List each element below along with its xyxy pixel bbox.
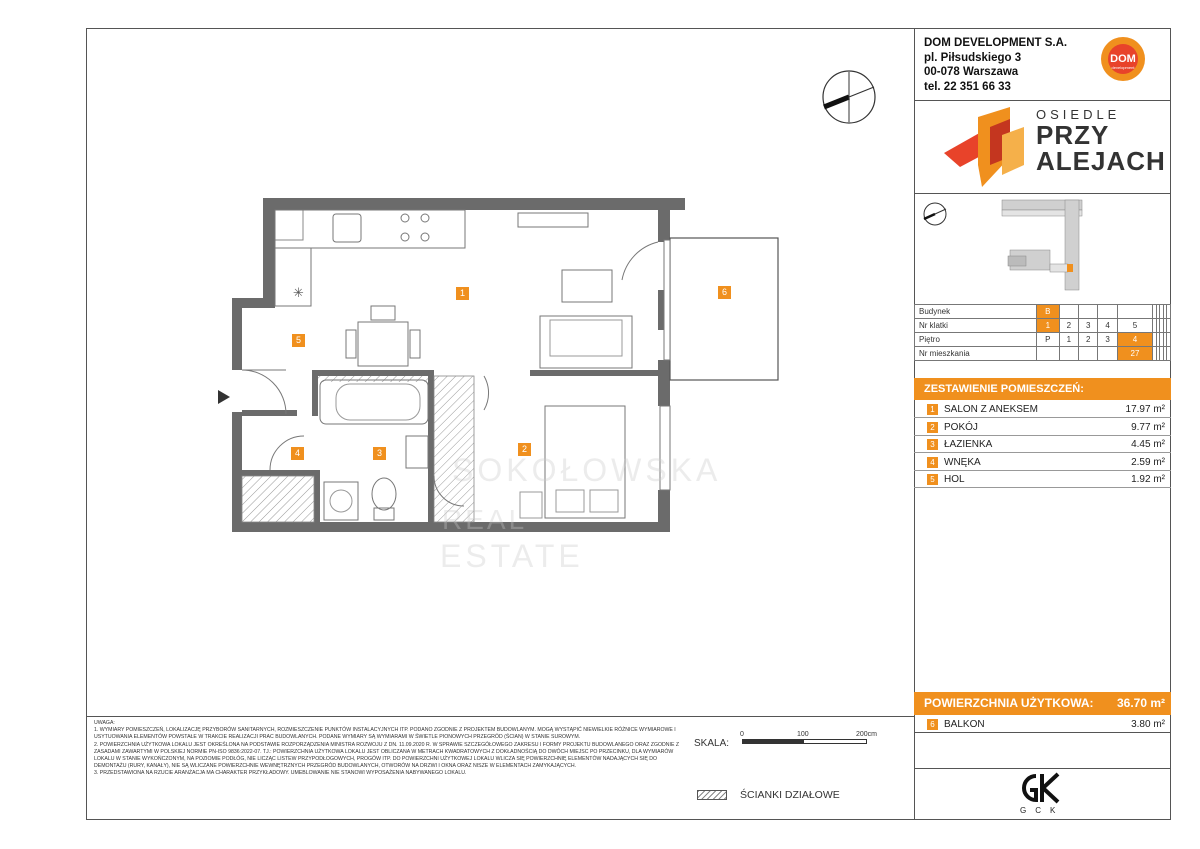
room-number: 2	[927, 422, 938, 433]
room-name: POKÓJ	[944, 421, 978, 433]
room-name: WNĘKA	[944, 456, 981, 468]
project-name-line3: ALEJACH	[1036, 146, 1166, 176]
watermark-line3: ESTATE	[440, 538, 584, 574]
building-info-row	[915, 305, 1171, 319]
room-name: ŁAZIENKA	[944, 439, 993, 450]
building-info-cell: 1	[1059, 333, 1078, 347]
panel-line	[914, 768, 1171, 769]
plan-room-label-3: 3	[373, 447, 386, 460]
building-info-cell: 4	[1117, 333, 1152, 347]
room-area: 1.92 m²	[1131, 474, 1165, 485]
building-info-row	[915, 333, 1171, 347]
building-info-row	[915, 347, 1171, 361]
plan-room-label-4: 4	[291, 447, 304, 460]
room-number: 1	[927, 404, 938, 415]
building-info-cell: 1	[1037, 319, 1060, 333]
site-compass-icon	[924, 203, 946, 225]
plan-room-label-1: 1	[456, 287, 469, 300]
notes-title: UWAGA:	[94, 720, 115, 726]
building-info-cell: 5	[1117, 319, 1152, 333]
scale-mark-100: 100	[797, 731, 809, 738]
compass-icon	[820, 68, 878, 126]
building-info-label: Nr mieszkania	[915, 347, 1037, 361]
building-info-cell	[1059, 347, 1078, 361]
plan-room-label-2: 2	[518, 443, 531, 456]
scale-mark-0: 0	[740, 731, 744, 738]
panel-line	[914, 193, 1171, 194]
notes-divider	[86, 716, 915, 717]
room-area: 9.77 m²	[1131, 421, 1165, 433]
gck-logo	[1018, 770, 1066, 810]
building-info-cell: B	[1037, 305, 1060, 319]
building-info-cell	[1079, 347, 1098, 361]
building-info-cell	[1079, 305, 1098, 319]
usable-area-value: 36.70 m²	[1116, 696, 1165, 710]
building-info-row	[915, 319, 1171, 333]
scale-mark-200: 200cm	[856, 731, 878, 738]
dom-logo-subtext: development	[1111, 65, 1135, 70]
svg-text:✳: ✳	[293, 286, 304, 301]
company-info	[924, 36, 1067, 94]
note-1: 1. WYMIARY POMIESZCZEŃ, LOKALIZACJĘ PRZYBORÓW SANITARNYCH, ROZMIESZCZENIE PUNKTÓW INSTALACYJNYCH ITP. PODANO ZGODNIE Z PROJEKTEM BUDOWLANYM. MOGĄ WYSTĄPIĆ NIEWIELKIE RÓŻNICE WYMIAROWE I USYTUOWANIA ELEMENTÓW POWSTAŁE W TRAKCIE REALIZACJI PRAC BUDOWLANYCH. PODANE WYMIARY SĄ WYMIARAMI W ŚWIETLE PIONOWYCH PRZEGRÓD (ŚCIAN) W STANIE SUROWYM.	[94, 727, 676, 741]
company-street: pl. Piłsudskiego 3	[924, 51, 1022, 64]
room-name: HOL	[944, 474, 965, 485]
partition-walls-label: ŚCIANKI DZIAŁOWE	[740, 789, 840, 801]
building-info-cell: 2	[1079, 333, 1098, 347]
floor-plan	[200, 190, 790, 545]
building-info-cell: P	[1037, 333, 1060, 347]
company-phone: tel. 22 351 66 33	[924, 80, 1011, 93]
site-plan	[920, 198, 1165, 302]
partition-walls-swatch	[697, 790, 727, 800]
usable-area-bar	[914, 692, 1171, 715]
plan-room-label-6: 6	[718, 286, 731, 299]
room-area: 2.59 m²	[1131, 456, 1165, 468]
note-2: 2. POWIERZCHNIA UŻYTKOWA LOKALU JEST OKREŚLONA NA PODSTAWIE ROZPORZĄDZENIA MINISTRA ROZWOJU Z DN. 11.09.2020 R. W SPRAWIE SZCZEGÓŁOWEGO ZAKRESU I FORMY PROJEKTU BUDOWLANEGO ORAZ ZGODNIE Z ZASADAMI ZAWARTYMI W POLSKIEJ NORMIE PN-ISO 9836:2022-07. TJ.: POWIERZCHNIA UŻYTKOWA LOKALU JEST OBLICZANA W METRACH KWADRATOWYCH Z DOKŁADNOŚCIĄ DO DWÓCH MIEJSC PO PRZECINKU, DLA WYMIARÓW LOKALU W STANIE WYKOŃCZONYM, NA POZIOMIE PODŁÓG, NIE LICZĄC LISTEW PRZYPODŁOGOWYCH, PROGÓW ITP. DO POWIERZCHNI UŻYTKOWEJ LOKALU WLICZA SIĘ POWIERZCHNIĘ ELEMENTÓW NADAJĄCYCH SIĘ DO DEMONTAŻU (RURY, KANAŁY), NIE SĄ WLICZANE POWIERZCHNIE WEWNĘTRZNYCH PRZEGRÓD BUDOWLANYCH, OTWORÓW NA DRZWI I OKNA ORAZ NISZE W ELEMENTACH ZAMYKAJĄCYCH.	[94, 741, 680, 770]
building-info-label: Budynek	[915, 305, 1037, 319]
watermark-line1: SOKOŁOWSKA	[452, 452, 722, 488]
building-info-cell: 4	[1098, 319, 1117, 333]
scale-bar-fill	[742, 739, 804, 744]
plan-room-label-5: 5	[292, 334, 305, 347]
building-info-cell	[1167, 305, 1171, 319]
dom-development-logo	[1092, 36, 1154, 82]
building-info-label: Nr klatki	[915, 319, 1037, 333]
room-row	[914, 419, 1171, 436]
project-name-line1: OSIEDLE	[1036, 107, 1121, 122]
room-row	[914, 401, 1171, 418]
rooms-header: ZESTAWIENIE POMIESZCZEŃ:	[914, 378, 1171, 400]
building-info-cell	[1059, 305, 1078, 319]
balcony-area: 3.80 m²	[1131, 719, 1165, 730]
building-info-cell: 3	[1079, 319, 1098, 333]
room-row	[914, 471, 1171, 488]
room-number: 4	[927, 457, 938, 468]
room-row	[914, 436, 1171, 453]
balcony-name: BALKON	[944, 719, 985, 730]
dom-logo-text: DOM	[1110, 53, 1136, 65]
building-info-cell	[1167, 333, 1171, 347]
building-info-cell	[1167, 319, 1171, 333]
gck-text: GCK	[1020, 806, 1065, 815]
balcony-number: 6	[927, 719, 938, 730]
building-info-cell: 3	[1098, 333, 1117, 347]
scale-label: SKALA:	[694, 738, 730, 749]
building-info-cell: 2	[1059, 319, 1078, 333]
room-number: 5	[927, 474, 938, 485]
building-info-cell	[1098, 347, 1117, 361]
room-row	[914, 454, 1171, 471]
note-3: 3. PRZEDSTAWIONA NA RZUCIE ARANŻACJA MA CHARAKTER PRZYKŁADOWY. UMEBLOWANIE NIE STANOWI WYPOSAŻENIA NABYWANEGO LOKALU.	[94, 770, 467, 777]
building-info-label: Piętro	[915, 333, 1037, 347]
usable-area-label: POWIERZCHNIA UŻYTKOWA:	[924, 696, 1094, 710]
project-name-line2: PRZY	[1036, 120, 1110, 150]
balcony-row	[914, 716, 1171, 733]
room-area: 4.45 m²	[1131, 439, 1165, 450]
company-name: DOM DEVELOPMENT S.A.	[924, 37, 1068, 49]
building-info-cell: 27	[1117, 347, 1152, 361]
watermark-line2: REAL	[442, 504, 528, 535]
panel-line	[914, 100, 1171, 101]
notes	[94, 720, 684, 778]
room-number: 3	[927, 439, 938, 450]
room-name: SALON Z ANEKSEM	[944, 404, 1038, 415]
site-plan-highlight	[1067, 264, 1073, 272]
building-info-cell	[1117, 305, 1152, 319]
room-area: 17.97 m²	[1125, 404, 1165, 415]
building-info-cell	[1037, 347, 1060, 361]
building-info-cell	[1098, 305, 1117, 319]
company-city: 00-078 Warszawa	[924, 66, 1019, 78]
building-info-table	[914, 304, 1171, 361]
building-info-cell	[1167, 347, 1171, 361]
